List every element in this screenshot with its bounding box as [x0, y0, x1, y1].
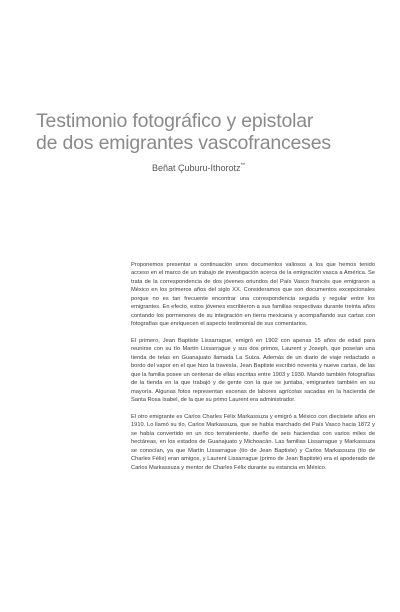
body-paragraph-2: El primero, Jean Baptiste Lissarrague, emigró en 1902 con apenas 15 años de edad para reunirse con su tío Martín Lissarrague y sus dos primos, Laurent y Joseph, que poseían una tienda de telas en Guanajuato llamada La Suiza. Además de un diario de viaje redactado a bordo del vapor en el que hizo la travesía, Jean Baptiste escribió noventa y nueve cartas, de las que la familia posee un centenar de ellas escritas entre 1903 y 1930. Mandó también fotografías de la tienda en la que trabajó y de gente con la que se juntaba, emigrantes también en su mayoría. Algunas fotos representan escenas de labores agrícolas sacadas en la hacienda de Santa Rosa Isabel, de la que su primo Laurent era administrador.	[131, 338, 375, 404]
title-line-2: de dos emigrantes vascofranceses	[36, 132, 331, 154]
body-paragraph-1: Proponemos presentar a continuación unos documentos valiosos a los que hemos tenido acceso en el marco de un trabajo de investigación acerca de la emigración vasca a América. Se trata de la correspondencia de dos jóvenes oriundos del País Vasco francés que emigraron a México en los primeros años del siglo XX. Consideramos que son documentos excepcionales porque no es tan frecuente encontrar una correspondencia seguida y regular entre los emigrantes. En efecto, estos jóvenes escribieron a sus familias respectivas durante treinta años contando los pormenores de su integración en tierra mexicana y acompañando sus cartas con fotografías que enriquecen el aspecto testimonial de sus comentarios.	[131, 262, 375, 328]
title-line-1: Testimonio fotográfico y epistolar	[36, 110, 314, 132]
author-footnote-marker: **	[240, 163, 246, 169]
author-name: Beñat Çuburu-Ithorotz	[152, 163, 241, 173]
article-title	[36, 110, 376, 154]
title-block	[36, 110, 376, 154]
article-body	[131, 261, 375, 481]
author-byline	[152, 163, 245, 174]
body-paragraph-3: El otro emigrante es Carlos Charles Félix Markassuza y emigró a México con diecisiete años en 1910. Lo llamó su tío, Carlos Markassuza, que se había marchado del País Vasco hacia 1872 y se había convertido en un rico terrateniente, dueño de seis haciendas con varios miles de hectáreas, en los estados de Guanajuato y Michoacán. Las familias Lissarrague y Markassuza se conocían, ya que Martín Lissarrague (tío de Jean Baptiste) y Carlos Markassuza (tío de Charles Félix) eran amigos, y Laurent Lissarrague (primo de Jean Baptiste) era el apoderado de Carlos Markassuza y mentor de Charles Félix durante su estancia en México.	[131, 414, 375, 471]
